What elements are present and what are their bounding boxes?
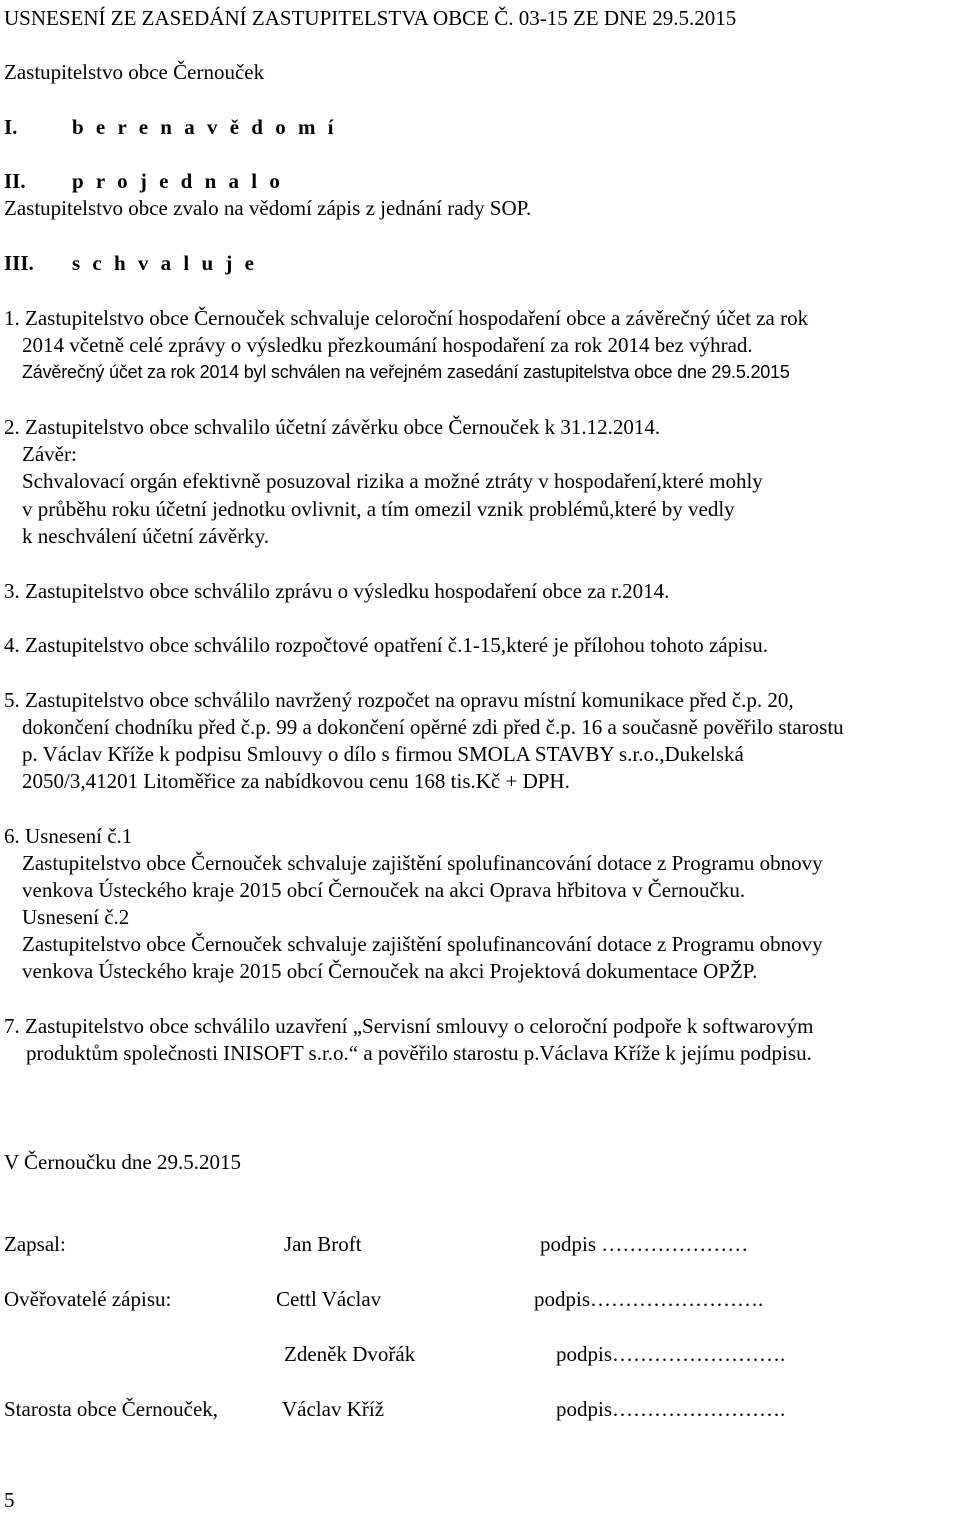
item-6-line-4: Usnesení č.2 xyxy=(22,905,130,929)
section-heading-3: s c h v a l u j e xyxy=(72,251,258,275)
signature-line-3: podpis……………………. xyxy=(556,1342,786,1366)
item-6-line-1: 6. Usnesení č.1 xyxy=(4,824,133,848)
item-1-line-3: Závěrečný účet za rok 2014 byl schválen na veřejném zasedání zastupitelstva obce dne 29.5.2015 xyxy=(22,362,790,382)
item-2-line-5: k neschválení účetní závěrky. xyxy=(22,524,270,548)
section-heading-1: b e r e n a v ě d o m í xyxy=(72,115,338,139)
item-6-line-3: venkova Ústeckého kraje 2015 obcí Černouček na akci Oprava hřbitova v Černoučku. xyxy=(22,878,746,902)
item-6-line-5: Zastupitelstvo obce Černouček schvaluje zajištění spolufinancování dotace z Programu obnovy xyxy=(22,932,823,956)
item-5-line-2: dokončení chodníku před č.p. 99 a dokončení opěrné zdi před č.p. 16 a současně pověřilo starostu xyxy=(22,715,844,739)
signature-name-2: Cettl Václav xyxy=(276,1287,382,1311)
item-7-line-2: produktům společnosti INISOFT s.r.o.“ a pověřilo starostu p.Václava Kříže k jejímu podpisu. xyxy=(26,1041,812,1065)
item-5-line-3: p. Václav Kříže k podpisu Smlouvy o dílo s firmou SMOLA STAVBY s.r.o.,Dukelská xyxy=(22,742,744,766)
item-5-line-1: 5. Zastupitelstvo obce schválilo navržený rozpočet na opravu místní komunikace před č.p. 20, xyxy=(4,688,794,712)
section-number-1: I. xyxy=(4,115,18,139)
signature-line-4: podpis……………………. xyxy=(556,1397,786,1421)
signature-role-1: Zapsal: xyxy=(4,1232,66,1256)
signature-name-1: Jan Broft xyxy=(284,1232,362,1256)
section-text-2: Zastupitelstvo obce zvalo na vědomí zápis z jednání rady SOP. xyxy=(4,196,532,220)
item-1-line-1: 1. Zastupitelstvo obce Černouček schvaluje celoroční hospodaření obce a závěrečný účet za rok xyxy=(4,306,809,330)
signature-line-2: podpis……………………. xyxy=(534,1287,764,1311)
item-2-line-3: Schvalovací orgán efektivně posuzoval rizika a možné ztráty v hospodaření,které mohly xyxy=(22,469,763,493)
document-title: USNESENÍ ZE ZASEDÁNÍ ZASTUPITELSTVA OBCE Č. 03-15 ZE DNE 29.5.2015 xyxy=(4,6,737,30)
item-6-line-6: venkova Ústeckého kraje 2015 obcí Černouček na akci Projektová dokumentace OPŽP. xyxy=(22,959,758,983)
item-6-line-2: Zastupitelstvo obce Černouček schvaluje zajištění spolufinancování dotace z Programu obnovy xyxy=(22,851,823,875)
item-5-line-4: 2050/3,41201 Litoměřice za nabídkovou cenu 168 tis.Kč + DPH. xyxy=(22,769,570,793)
item-1-line-2: 2014 včetně celé zprávy o výsledku přezkoumání hospodaření za rok 2014 bez výhrad. xyxy=(22,333,753,357)
item-2-line-4: v průběhu roku účetní jednotku ovlivnit, a tím omezil vznik problémů,které by vedly xyxy=(22,497,735,521)
signature-name-4: Václav Kříž xyxy=(282,1397,385,1421)
item-4-line-1: 4. Zastupitelstvo obce schválilo rozpočtové opatření č.1-15,které je přílohou tohoto zápisu. xyxy=(4,633,768,657)
place-date: V Černoučku dne 29.5.2015 xyxy=(4,1150,241,1174)
item-2-line-1: 2. Zastupitelstvo obce schvalilo účetní závěrku obce Černouček k 31.12.2014. xyxy=(4,415,661,439)
signature-line-1: podpis ………………… xyxy=(540,1232,749,1256)
signature-role-4: Starosta obce Černouček, xyxy=(4,1397,219,1421)
item-7-line-1: 7. Zastupitelstvo obce schválilo uzavření „Servisní smlouvy o celoroční podpoře k softwarovým xyxy=(4,1014,814,1038)
signature-name-3: Zdeněk Dvořák xyxy=(284,1342,416,1366)
section-number-2: II. xyxy=(4,169,26,193)
section-number-3: III. xyxy=(4,251,34,275)
item-3-line-1: 3. Zastupitelstvo obce schválilo zprávu o výsledku hospodaření obce za r.2014. xyxy=(4,579,670,603)
council-name: Zastupitelstvo obce Černouček xyxy=(4,60,265,84)
section-heading-2: p r o j e d n a l o xyxy=(72,169,284,193)
page-number: 5 xyxy=(4,1488,15,1512)
signature-role-2: Ověřovatelé zápisu: xyxy=(4,1287,172,1311)
item-2-line-2: Závěr: xyxy=(22,442,77,466)
